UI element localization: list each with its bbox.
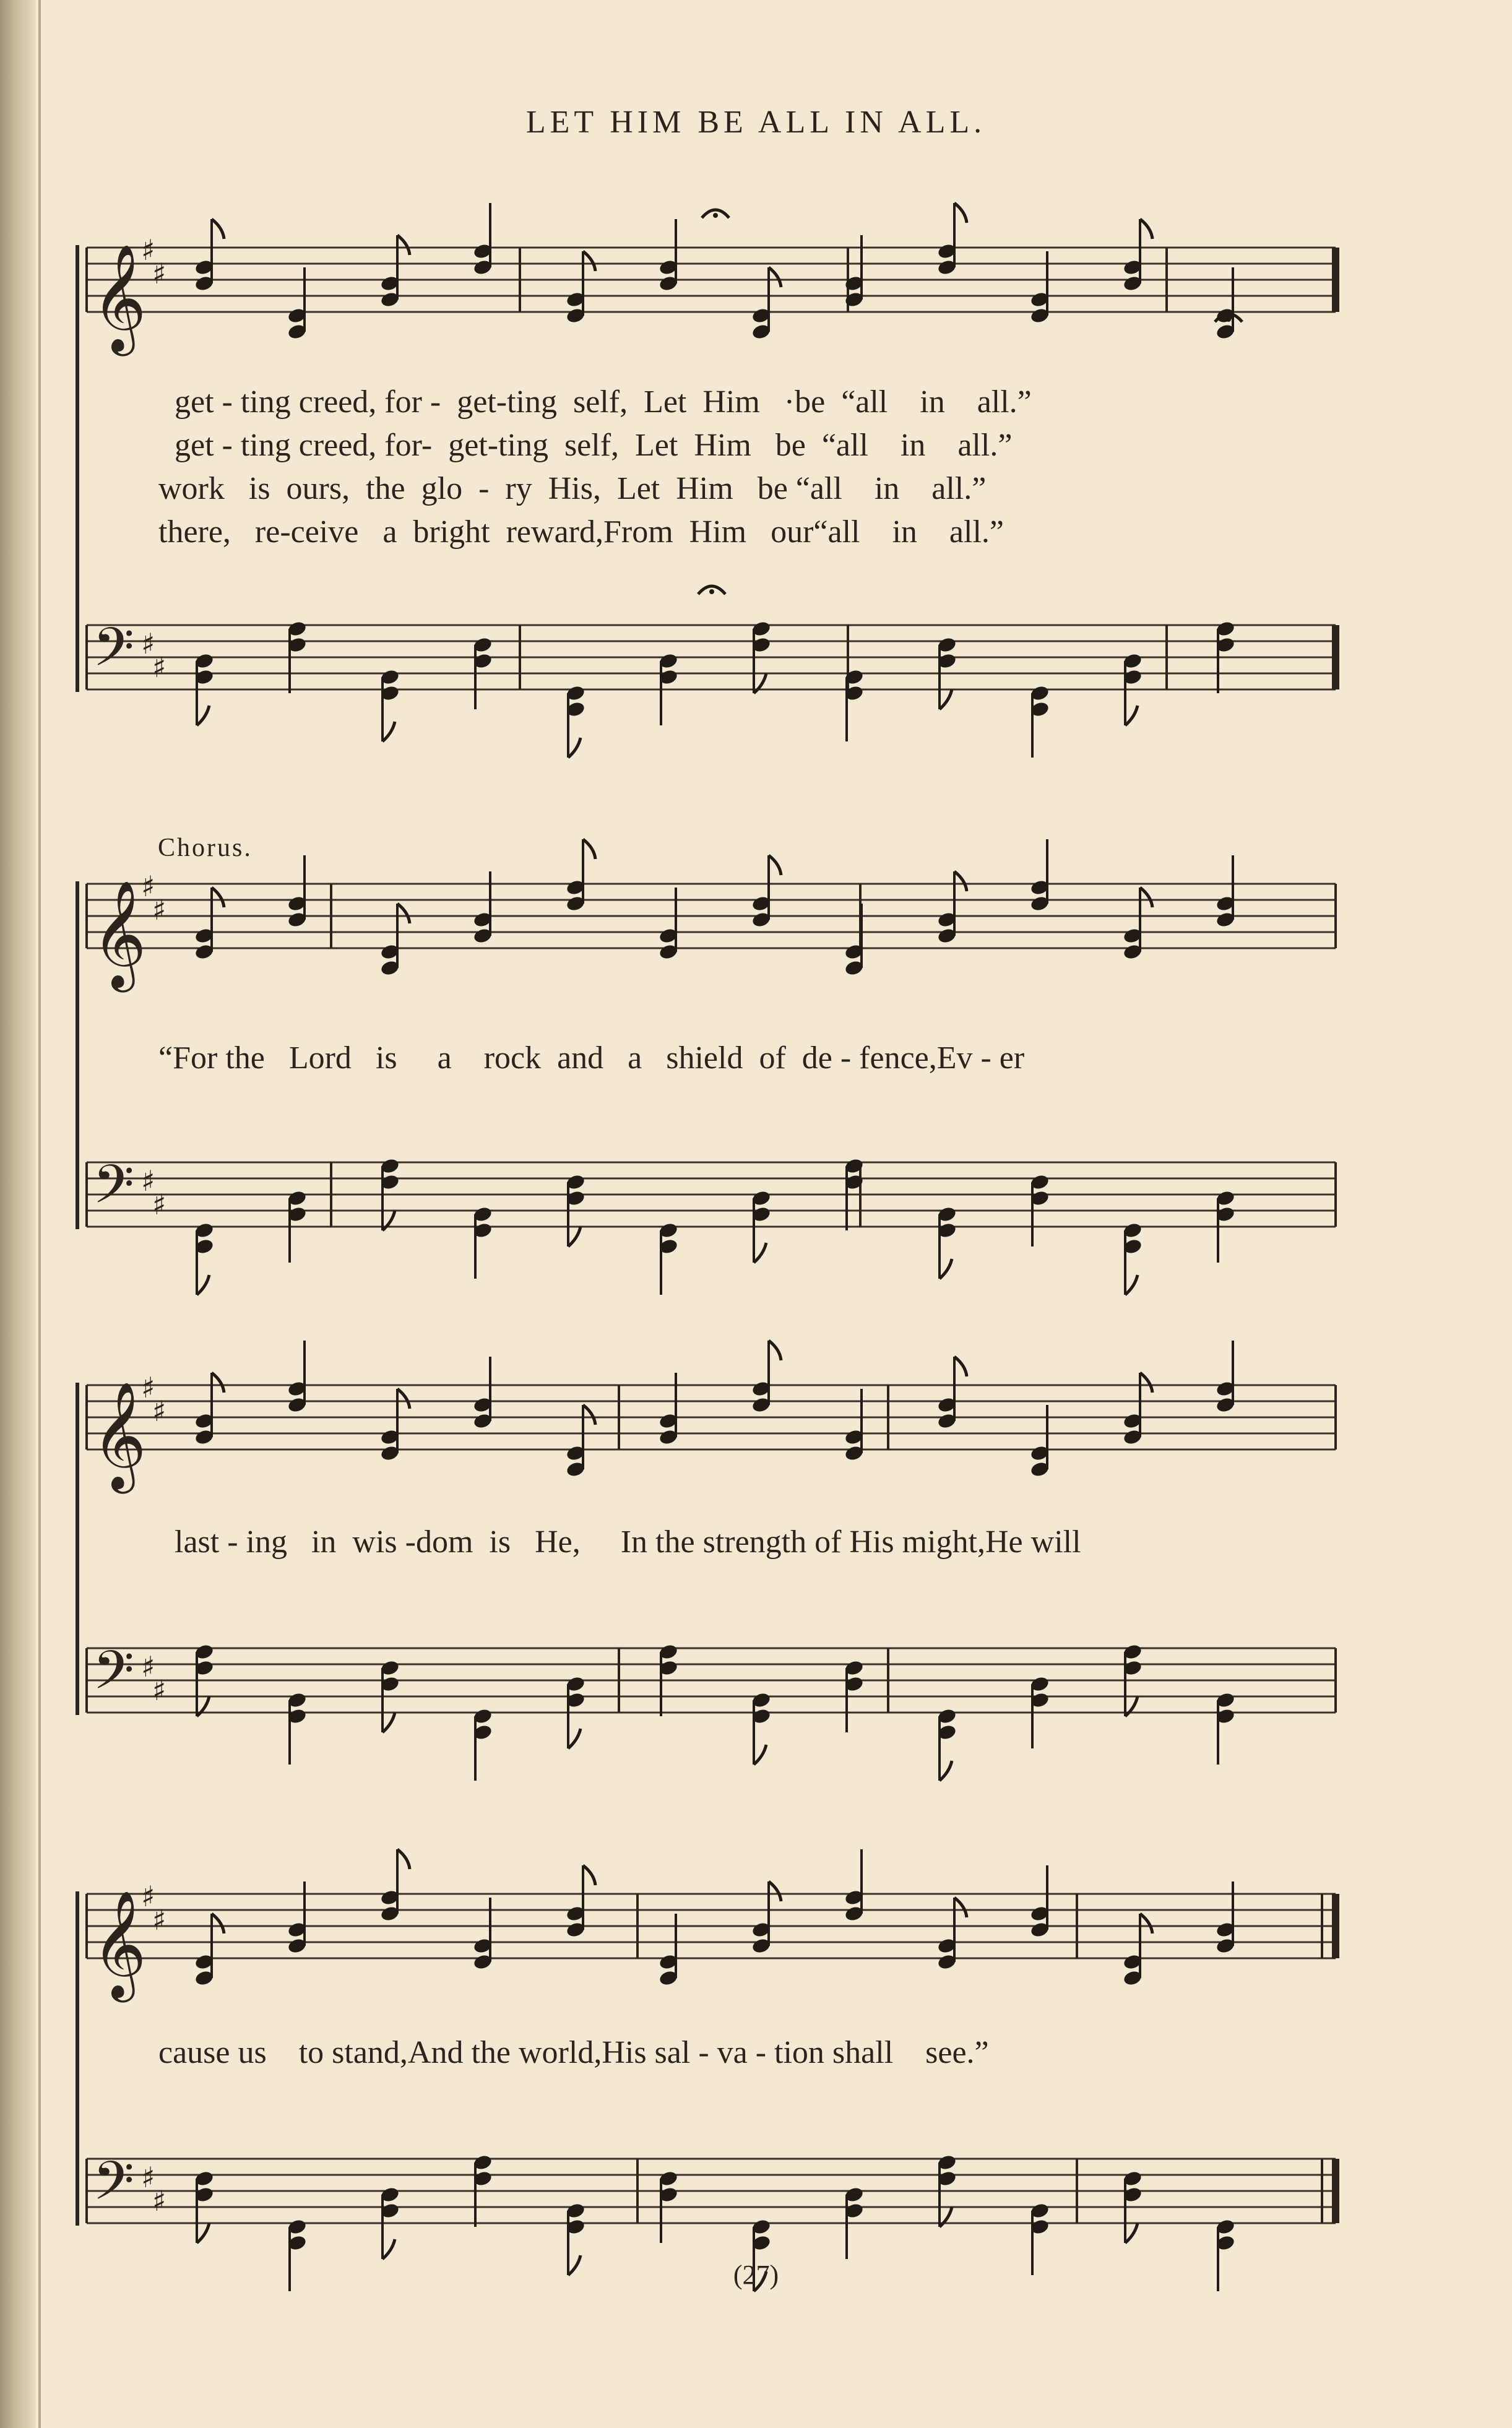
bass-clef-icon: 𝄢	[93, 1153, 134, 1229]
note-flag	[769, 1341, 781, 1360]
note-flag	[568, 1227, 581, 1246]
verse-lyric-line-3: work is ours, the glo - ry His, Let Him be “all in all.”	[158, 471, 987, 506]
note-flag	[197, 706, 209, 725]
note-flag	[568, 1729, 581, 1748]
note-flag	[1125, 706, 1138, 725]
note-flag	[1125, 1275, 1138, 1295]
note-flag	[954, 871, 967, 891]
note-flag	[212, 1914, 224, 1933]
hymn-title: LET HIM BE ALL IN ALL.	[525, 105, 987, 140]
note-flag	[954, 1357, 967, 1376]
treble-clef-icon: 𝄞	[92, 244, 147, 352]
sharp-icon: ♯	[141, 233, 155, 267]
sharp-icon: ♯	[141, 627, 155, 660]
bass-clef-icon: 𝄢	[93, 1639, 134, 1714]
note-flag	[769, 1881, 781, 1901]
verse-lyric-line-4: there, re-ceive a bright reward,From Him our“all in all.”	[158, 514, 1004, 550]
note-flag	[754, 1745, 766, 1765]
note-flag	[940, 689, 952, 709]
note-flag	[769, 267, 781, 287]
sharp-icon: ♯	[141, 1164, 155, 1198]
note-flag	[382, 722, 395, 741]
chorus-lyric-line-3: cause us to stand,And the world,His sal - va - tion shall see.”	[158, 2035, 989, 2070]
note-flag	[197, 1275, 209, 1295]
note-flag	[382, 1713, 395, 1732]
note-flag	[954, 1898, 967, 1917]
bass-clef-icon: 𝄢	[93, 2149, 134, 2225]
note-flag	[397, 1849, 410, 1869]
note-flag	[397, 235, 410, 255]
note-flag	[212, 1373, 224, 1393]
sharp-icon: ♯	[152, 1674, 166, 1707]
note-flag	[954, 203, 967, 223]
bass-clef-icon: 𝄢	[93, 616, 134, 691]
fermata-icon	[1226, 317, 1231, 322]
note-flag	[212, 888, 224, 907]
note-flag	[583, 839, 595, 859]
note-flag	[1140, 888, 1152, 907]
note-flag	[940, 1259, 952, 1279]
note-flag	[397, 1389, 410, 1409]
note-flag	[568, 738, 581, 758]
note-flag	[1140, 1373, 1152, 1393]
note-flag	[940, 1761, 952, 1781]
sharp-icon: ♯	[152, 1188, 166, 1221]
note-flag	[382, 2239, 395, 2259]
chorus-label: Chorus.	[158, 834, 253, 862]
sharp-icon: ♯	[152, 257, 166, 290]
verse-lyric-line-1: get - ting creed, for - get-ting self, Let Him ·be “all in all.”	[175, 384, 1032, 420]
treble-clef-icon: 𝄞	[92, 1890, 147, 1998]
treble-clef-icon: 𝄞	[92, 1381, 147, 1489]
fermata-icon	[709, 589, 714, 594]
chorus-lyric-line-1: “For the Lord is a rock and a shield of de - fence,Ev - er	[158, 1040, 1025, 1076]
note-flag	[583, 1405, 595, 1425]
verse-lyric-line-2: get - ting creed, for- get-ting self, Let Him be “all in all.”	[175, 428, 1013, 463]
chorus-lyric-line-2: last - ing in wis -dom is He, In the strength of His might,He will	[175, 1524, 1081, 1560]
note-flag	[1140, 219, 1152, 239]
sharp-icon: ♯	[141, 1880, 155, 1913]
treble-clef-icon: 𝄞	[92, 880, 147, 988]
note-flag	[754, 1243, 766, 1263]
sharp-icon: ♯	[152, 1903, 166, 1937]
note-flag	[583, 1865, 595, 1885]
fermata-icon	[713, 213, 718, 218]
note-flag	[1125, 2223, 1138, 2243]
note-flag	[197, 2223, 209, 2243]
sharp-icon: ♯	[152, 650, 166, 684]
sharp-icon: ♯	[141, 1650, 155, 1683]
note-flag	[583, 251, 595, 271]
page-number: (27)	[733, 2260, 779, 2290]
note-flag	[769, 855, 781, 875]
sharp-icon: ♯	[152, 1394, 166, 1428]
sharp-icon: ♯	[141, 870, 155, 903]
sharp-icon: ♯	[141, 1371, 155, 1404]
sharp-icon: ♯	[152, 2184, 166, 2218]
sharp-icon: ♯	[152, 893, 166, 927]
note-flag	[212, 219, 224, 239]
note-flag	[1140, 1914, 1152, 1933]
note-flag	[397, 904, 410, 923]
sharp-icon: ♯	[141, 2161, 155, 2194]
